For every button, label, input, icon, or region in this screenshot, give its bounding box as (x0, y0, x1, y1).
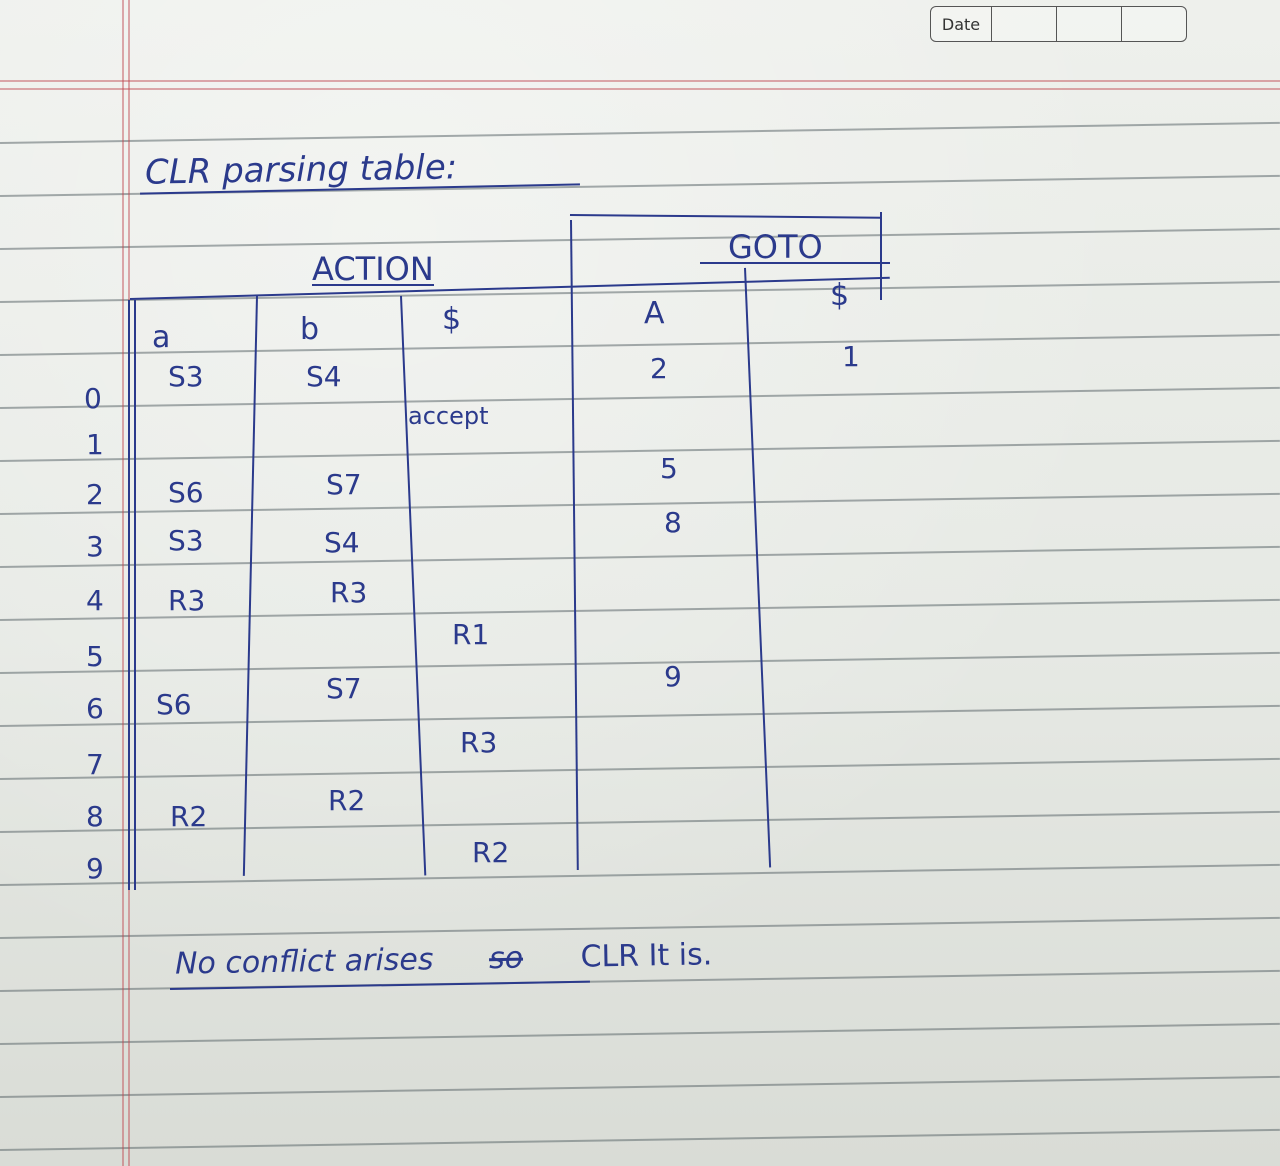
action-header: ACTION (312, 250, 434, 288)
cell-action-a: S6 (168, 476, 204, 509)
col-divider-b-dollar (400, 296, 426, 876)
state-label: 4 (86, 584, 104, 617)
cell-goto-A: 2 (650, 352, 668, 385)
cell-goto-A: 5 (660, 452, 678, 485)
cell-action-b: S7 (326, 672, 362, 705)
conclusion-line (175, 937, 713, 981)
conclusion-tail: CLR It is. (580, 937, 713, 975)
state-label: 0 (84, 382, 102, 415)
cell-action-dollar: R1 (452, 618, 490, 651)
state-label: 8 (86, 800, 104, 833)
state-label: 5 (86, 640, 104, 673)
struck-word: so (488, 940, 524, 977)
cell-action-a: R3 (168, 584, 206, 617)
ruled-line (0, 705, 1280, 727)
cell-action-a: S3 (168, 360, 204, 393)
ruled-line (0, 917, 1280, 939)
col-divider-action-goto (570, 220, 579, 870)
ruled-line (0, 440, 1280, 462)
cell-action-b: S4 (324, 526, 360, 559)
ruled-line (0, 1129, 1280, 1151)
state-label: 6 (86, 692, 104, 725)
date-box (930, 6, 1187, 42)
cell-action-dollar: accept (408, 402, 489, 430)
cell-goto-A: 9 (664, 660, 682, 693)
cell-goto-dollar: 1 (842, 340, 860, 373)
ruled-line (0, 1023, 1280, 1045)
ruled-line (0, 122, 1280, 144)
cell-action-dollar: R3 (460, 726, 498, 759)
col-header-goto-dollar: $ (830, 278, 850, 313)
state-label: 1 (86, 428, 104, 461)
state-divider-2 (134, 300, 136, 890)
top-red-line-2 (0, 88, 1280, 90)
col-header-b: b (300, 312, 320, 347)
ruled-line (0, 228, 1280, 250)
ruled-line (0, 758, 1280, 780)
state-label: 9 (86, 852, 104, 885)
date-cell (992, 7, 1057, 41)
col-header-dollar: $ (442, 302, 462, 337)
goto-header: GOTO (728, 228, 823, 266)
cell-action-dollar: R2 (472, 836, 510, 869)
goto-top-line (570, 214, 882, 219)
cell-action-a: S3 (168, 524, 204, 557)
col-divider-ab (243, 296, 258, 876)
col-divider-goto (744, 268, 771, 868)
cell-goto-A: 8 (664, 506, 682, 539)
cell-action-b: R3 (330, 576, 368, 609)
date-cell (1057, 7, 1122, 41)
col-header-a: a (152, 320, 171, 355)
state-divider (128, 300, 130, 890)
margin-line-left (122, 0, 124, 1166)
top-red-line (0, 80, 1280, 82)
cell-action-a: S6 (156, 688, 192, 721)
page-title: CLR parsing table: (144, 147, 458, 193)
ruled-line (0, 864, 1280, 886)
col-header-A: A (644, 296, 665, 331)
state-label: 2 (86, 478, 104, 511)
ruled-line (0, 334, 1280, 356)
conclusion-text: No conflict arises (174, 942, 434, 982)
state-label: 7 (86, 748, 104, 781)
cell-action-a: R2 (170, 800, 208, 833)
cell-action-b: S4 (306, 360, 342, 393)
ruled-line (0, 652, 1280, 674)
cell-action-b: R2 (328, 784, 366, 817)
cell-action-b: S7 (326, 468, 362, 501)
date-cell (1122, 7, 1186, 41)
state-label: 3 (86, 530, 104, 563)
date-label: Date (931, 7, 992, 41)
ruled-line (0, 1076, 1280, 1098)
table-right-edge (880, 212, 882, 300)
